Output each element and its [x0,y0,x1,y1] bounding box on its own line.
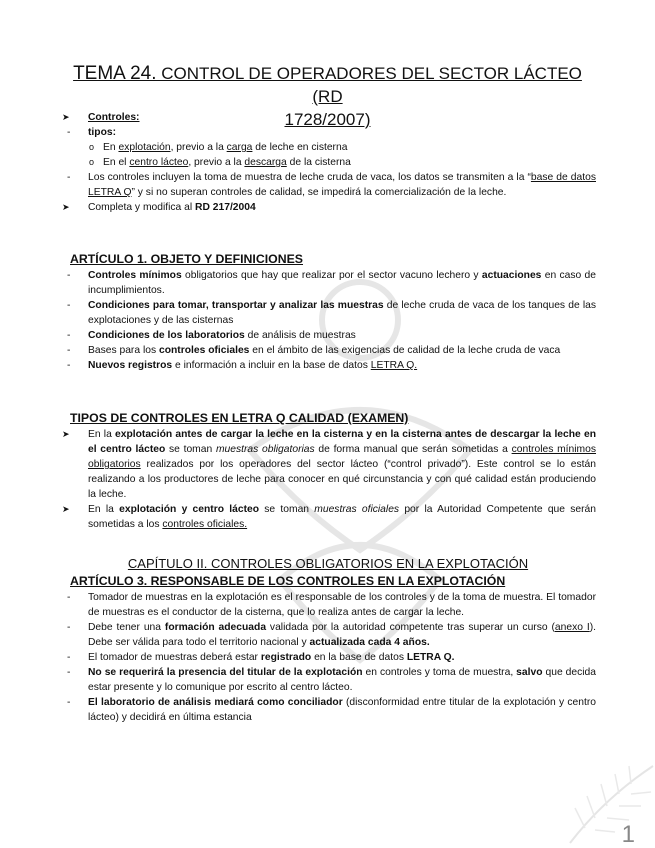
chapter-2-section [60,555,596,725]
list-item: ➤ Controles: [62,112,140,123]
list-item: - El laboratorio de análisis mediará como conciliador (disconformidad entre titular de la explotación y centro lácteo) y decidirá en última estancia [67,697,596,723]
section-heading: TIPOS DE CONTROLES EN LETRA Q CALIDAD (EXAMEN) [70,411,409,425]
list-item: - Controles mínimos obligatorios que hay que realizar por el sector vacuno lechero y actuaciones en caso de incumplimientos. [67,270,596,296]
feather-decoration-icon [565,758,655,848]
list-item: - El tomador de muestras deberá estar registrado en la base de datos LETRA Q. [67,652,455,663]
page-number: 1 [621,821,635,848]
list-item: - Nuevos registros e información a incluir en la base de datos LETRA Q. [67,360,418,371]
list-item: - No se requerirá la presencia del titular de la explotación en controles y toma de muestra, salvo que decida estar presente y lo comunique por escrito al centro lácteo. [67,667,596,693]
list-item: - Condiciones de los laboratorios de análisis de muestras [67,330,356,341]
list-item: o En el centro lácteo, previo a la descarga de la cisterna [89,157,351,168]
article-1-section [60,251,596,373]
list-item: - Los controles incluyen la toma de muestra de leche cruda de vaca, los datos se transmiten a la “base de datos LETRA Q” y si no superan controles de calidad, se impedirá la comercialización de la leche. [67,172,596,198]
list-item: o En explotación, previo a la carga de leche en cisterna [89,142,348,153]
section-heading: ARTÍCULO 3. RESPONSABLE DE LOS CONTROLES EN LA EXPLOTACIÓN [70,574,506,588]
list-item: - tipos: [67,127,117,138]
page-title: TEMA 24. CONTROL DE OPERADORES DEL SECTOR LÁCTEO (RD 1728/2007) [73,63,582,129]
list-item: - Condiciones para tomar, transportar y analizar las muestras de leche cruda de vaca de los tanques de las explotaciones y de las cisternas [67,300,596,326]
chapter-heading: CAPÍTULO II. CONTROLES OBLIGATORIOS EN LA EXPLOTACIÓN [127,556,529,571]
intro-section [60,110,596,215]
list-item: ➤ En la explotación antes de cargar la leche en la cisterna y en la cisterna antes de descargar la leche en el centro lácteo se toman muestras obligatorias de forma manual que serán sometidas a controles mínimos obligatorios realizados por los operadores del sector lácteo (“control privado”). Este control se lo están realizando a los productores de leche para conocer en qué circunstancia y con qué calidad están produciendo la leche. [62,429,597,500]
tipos-section [60,410,596,532]
list-item: - Bases para los controles oficiales en el ámbito de las exigencias de calidad de la leche cruda de vaca [67,345,561,356]
list-item: - Tomador de muestras en la explotación es el responsable de los controles y de la toma de muestra. El tomador de muestras es el conductor de la cisterna, que lo realiza antes de cargar la leche. [67,592,596,618]
section-heading: ARTÍCULO 1. OBJETO Y DEFINICIONES [70,252,303,266]
list-item: - Debe tener una formación adecuada validada por la autoridad competente tras superar un curso (anexo I). Debe ser válida para todo el territorio nacional y actualizada cada 4 años. [67,622,597,648]
list-item: ➤ En la explotación y centro lácteo se toman muestras oficiales por la Autoridad Competente que serán sometidas a los controles oficiales. [62,504,597,530]
list-item: ➤ Completa y modifica al RD 217/2004 [62,202,256,213]
